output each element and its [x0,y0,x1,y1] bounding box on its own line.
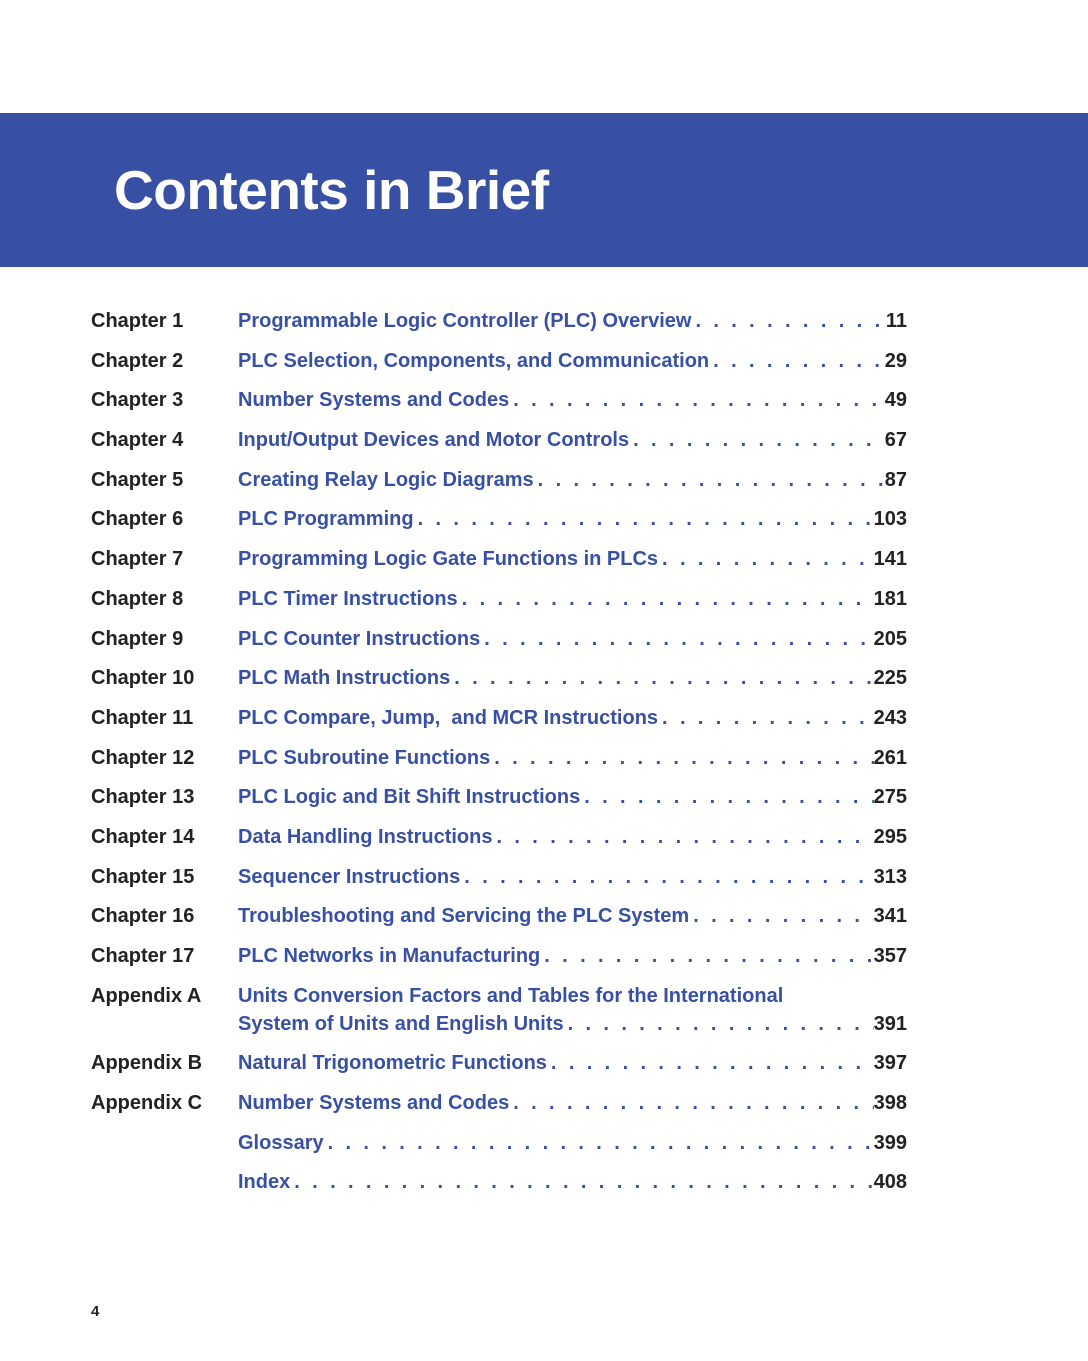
toc-label: Chapter 1 [91,310,184,332]
toc-entry[interactable] [238,545,907,573]
toc-title-line-1[interactable]: Units Conversion Factors and Tables for the International [238,984,784,1007]
dot-leader [492,823,873,851]
toc-label: Chapter 5 [91,468,184,491]
toc-title[interactable]: Index [238,1171,291,1194]
toc-entry[interactable] [238,942,907,970]
page-number: 399 [873,1131,907,1154]
toc-entry[interactable] [238,982,907,1038]
toc-entry[interactable] [238,585,907,613]
page-number: 295 [873,825,907,848]
page-number: 225 [873,667,907,690]
page-number: 341 [873,905,907,928]
page-number: 398 [873,1092,907,1115]
toc-row-chapter-9[interactable] [91,625,907,653]
page-number: 141 [873,548,907,571]
dot-leader [580,783,873,811]
page-number: 181 [873,587,907,610]
dot-leader [490,744,873,772]
toc-title[interactable]: Programmable Logic Controller (PLC) Overview [238,310,692,332]
page-number: 243 [873,706,907,729]
toc-row-glossary[interactable] [91,1129,907,1157]
toc-title[interactable]: PLC Logic and Bit Shift Instructions [238,786,581,809]
toc-entry[interactable] [238,863,907,891]
dot-leader [709,347,885,375]
toc-entry[interactable] [238,744,907,772]
toc-label: Appendix C [91,1092,203,1115]
page-number: 103 [873,508,907,531]
toc-title[interactable]: Input/Output Devices and Motor Controls [238,429,630,452]
toc-row-chapter-10[interactable] [91,664,907,692]
toc-row-chapter-8[interactable] [91,585,907,613]
toc-label: Chapter 11 [91,706,194,729]
toc-row-chapter-14[interactable] [91,823,907,851]
page-number: 275 [873,786,907,809]
page-number: 87 [884,468,907,491]
toc-row-chapter-11[interactable] [91,704,907,732]
toc-entry[interactable] [238,783,907,811]
toc-label: Chapter 17 [91,945,195,967]
page-number: 261 [873,746,907,769]
page-number: 391 [873,1012,907,1035]
toc-entry[interactable] [238,1168,907,1196]
dot-leader [324,1129,874,1157]
page-number: 29 [884,349,907,372]
toc-label: Chapter 15 [91,865,195,888]
toc-title[interactable]: Natural Trigonometric Functions [238,1052,547,1075]
toc-entry[interactable] [238,505,907,533]
toc-entry[interactable] [238,902,907,930]
page-number: 205 [873,627,907,650]
toc-row-chapter-6[interactable] [91,505,907,533]
toc-entry[interactable] [238,1089,907,1117]
toc-label: Appendix A [91,984,202,1007]
dot-leader [458,585,874,613]
page-number: 408 [873,1171,907,1194]
page-number: 11 [885,310,907,332]
toc-row-chapter-4[interactable] [91,426,907,454]
toc-label: Chapter 12 [91,746,195,769]
toc-label: Appendix B [91,1052,203,1075]
toc-row-chapter-12[interactable] [91,744,907,772]
toc-entry[interactable] [238,704,907,732]
toc-title[interactable]: Troubleshooting and Servicing the PLC System [238,905,690,928]
table-of-contents [91,307,907,1208]
toc-label: Chapter 3 [91,389,184,412]
page-number: 357 [873,945,907,967]
dot-leader [658,545,874,573]
toc-row-chapter-13[interactable] [91,783,907,811]
dot-leader [564,1010,874,1038]
toc-title[interactable]: Programming Logic Gate Functions in PLCs [238,548,659,571]
toc-entry[interactable] [238,625,907,653]
toc-label: Chapter 7 [91,548,184,571]
toc-label: Chapter 16 [91,905,195,928]
toc-entry[interactable] [238,426,907,454]
toc-entry[interactable] [238,664,907,692]
toc-title[interactable]: System of Units and English Units [238,1012,564,1035]
toc-entry[interactable] [238,466,907,494]
dot-leader [509,386,885,414]
dot-leader [509,1089,873,1117]
dot-leader [658,704,874,732]
toc-label: Chapter 8 [91,587,184,610]
dot-leader [547,1049,874,1077]
toc-label: Chapter 14 [91,825,195,848]
toc-row-chapter-1[interactable] [91,307,907,335]
page-number: 67 [884,429,907,452]
page-title: Contents in Brief [114,159,549,221]
dot-leader [629,426,885,454]
dot-leader [480,625,873,653]
dot-leader [414,505,874,533]
toc-row-chapter-7[interactable] [91,545,907,573]
toc-title[interactable]: PLC Counter Instructions [238,627,481,650]
toc-row-index[interactable] [91,1168,907,1196]
toc-row-chapter-17[interactable] [91,942,907,970]
toc-row-appendix-c[interactable] [91,1089,907,1117]
toc-title[interactable]: PLC Subroutine Functions [238,746,491,769]
toc-row-chapter-2[interactable] [91,347,907,375]
dot-leader [691,307,885,335]
toc-label: Chapter 2 [91,349,184,372]
toc-title[interactable]: Number Systems and Codes [238,389,510,412]
toc-title[interactable]: PLC Networks in Manufacturing [238,945,541,967]
toc-title[interactable]: Glossary [238,1131,324,1154]
toc-title[interactable]: Creating Relay Logic Diagrams [238,468,534,491]
toc-entry[interactable] [238,1129,907,1157]
page-number: 49 [884,389,907,412]
page-number: 397 [873,1052,907,1075]
toc-row-appendix-a[interactable] [91,982,907,1038]
toc-label: Chapter 6 [91,508,184,531]
toc-row-chapter-5[interactable] [91,466,907,494]
toc-entry[interactable] [238,347,907,375]
dot-leader [460,863,873,891]
toc-title[interactable]: Number Systems and Codes [238,1092,510,1115]
toc-title[interactable]: Data Handling Instructions [238,825,493,848]
toc-entry[interactable] [238,823,907,851]
toc-title[interactable]: PLC Selection, Components, and Communication [238,349,710,372]
toc-title[interactable]: PLC Compare, Jump, and MCR Instructions [238,706,659,729]
toc-entry[interactable] [238,386,907,414]
toc-row-appendix-b[interactable] [91,1049,907,1077]
toc-row-chapter-15[interactable] [91,863,907,891]
toc-entry[interactable] [238,307,907,335]
toc-entry[interactable] [238,1049,907,1077]
toc-row-chapter-16[interactable] [91,902,907,930]
toc-row-chapter-3[interactable] [91,386,907,414]
dot-leader [689,902,873,930]
toc-title[interactable]: PLC Programming [238,508,414,531]
toc-title[interactable]: Sequencer Instructions [238,865,461,888]
dot-leader [540,942,873,970]
folio-page-number: 4 [91,1303,100,1320]
toc-label: Chapter 4 [91,429,184,452]
toc-title[interactable]: PLC Math Instructions [238,667,451,690]
toc-label: Chapter 10 [91,667,195,690]
toc-title[interactable]: PLC Timer Instructions [238,587,458,610]
dot-leader [450,664,873,692]
page-number: 313 [873,865,907,888]
toc-label: Chapter 9 [91,627,184,650]
dot-leader [534,466,885,494]
toc-label: Chapter 13 [91,786,195,809]
dot-leader [290,1168,873,1196]
